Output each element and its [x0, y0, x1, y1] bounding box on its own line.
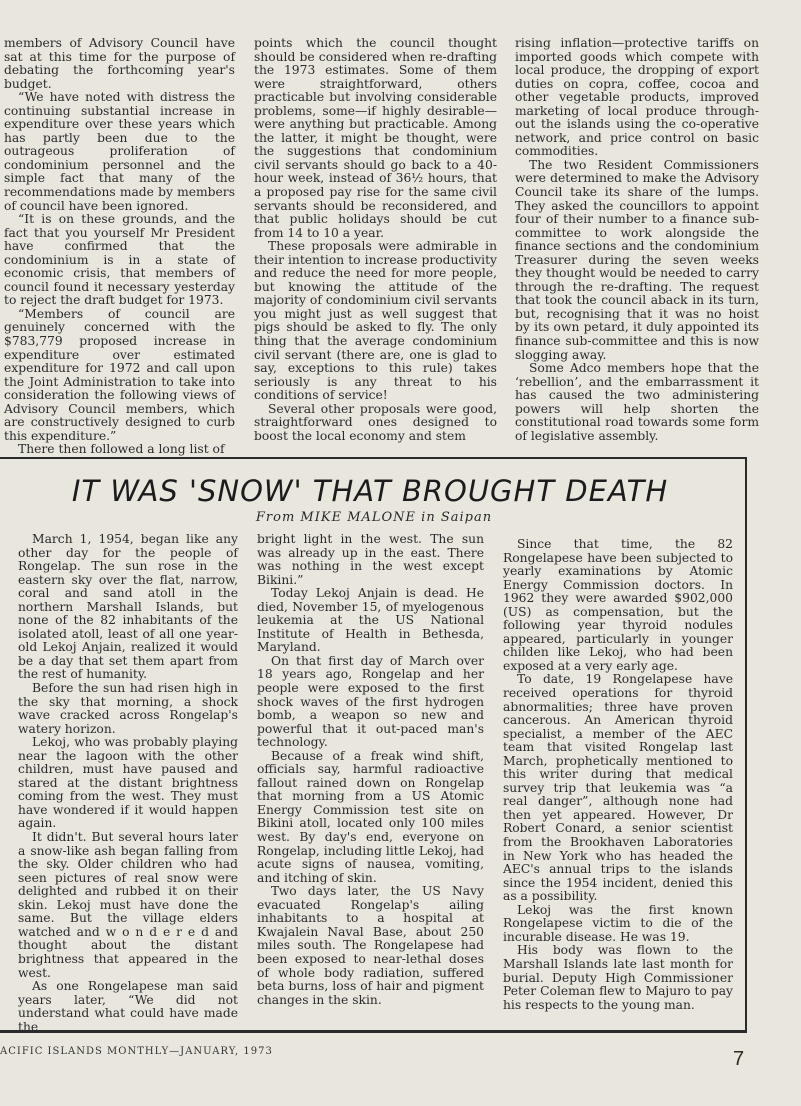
paragraph: rising inflation—protective tariffs on imported goods which compete with local produce, the dropping of export duties on copra, coffee, cocoa and other vegetable products, improved marketing of local produce through-out the islands using the co-operative network, and price control on basic commodities. [515, 36, 759, 159]
page-footer: ACIFIC ISLANDS MONTHLY—JANUARY, 1973 [0, 1046, 273, 1057]
paragraph: Lekoj was the first known Rongelapese victim to die of the incurable disease. He was 19. [503, 902, 733, 944]
paragraph: points which the council thought should be considered when re-drafting the 1973 estimates. Some of them were straightforward, others practicable but involving considerable problems, some—if highly desirable—were anything but practicable. Among the latter, it might be thought, were the suggestions that condominium civil servants should go back to a 40-hour week, instead of 36½ hours, that a proposed pay rise for the same civil servants should be reconsidered, and that public holidays should be cut from 14 to 10 a year. [254, 36, 497, 240]
top-column-3 [515, 37, 759, 443]
paragraph: “Members of council are genuinely concerned with the $783,779 proposed increase in expenditure over estimated expenditure for 1972 and call upon the Joint Administration to take into consideration the following views of Advisory Council members, which are constructively designed to curb this expenditure.” [4, 306, 235, 443]
paragraph: As one Rongelapese man said years later, “We did not understand what could have made the [18, 979, 238, 1034]
article-headline: IT WAS 'SNOW' THAT BROUGHT DEATH [71, 474, 669, 508]
paragraph: Since that time, the 82 Rongelapese have been subjected to yearly examinations by Atomic Energy Commission doctors. In 1962 they were awarded $902,000 (US) as compensation, but the following year thyroid nodules appeared, particularly in younger childen like Lekoj, who had been exposed at a very early age. [503, 537, 733, 673]
page-number: 7 [733, 1048, 745, 1070]
paragraph: bright light in the west. The sun was already up in the east. There was nothing in the west except Bikini.” [257, 532, 484, 587]
paragraph: To date, 19 Rongelapese have received operations for thyroid abnormalities; three have proven cancerous. An American thyroid specialist, a member of the AEC team that visited Rongelap last March, prophetically mentioned to this writer during that medical survey trip that leukemia was “a real danger”, although none had then yet appeared. However, Dr Robert Conard, a senior scientist from the Brookhaven Laboratories in New York who has headed the AEC's annual trips to the islands since the 1954 incident, denied this as a possibility. [503, 672, 733, 904]
paragraph: Some Adco members hope that the ‘rebellion’, and the embarrassment it has caused the two administering powers will help shorten the constitutional road towards some form of legislative assembly. [515, 361, 759, 443]
top-column-2 [254, 37, 497, 443]
paragraph: There then followed a long list of [18, 442, 225, 457]
paragraph: Before the sun had risen high in the sky that morning, a shock wave cracked across Rongelap's watery horizon. [18, 681, 238, 736]
article-byline: From MIKE MALONE in Saipan [255, 510, 493, 525]
paragraph: “We have noted with distress the continuing substantial increase in expenditure over these years which has partly been due to the outrageous proliferation of condominium personnel and the simple fact that many of the recommendations made by members of council have been ignored. [4, 90, 235, 213]
paragraph: Several other proposals were good, straightforward ones designed to boost the local economy and stem [254, 401, 497, 443]
paragraph: It didn't. But several hours later a snow-like ash began falling from the sky. Older children who had seen pictures of real snow were delighted and rubbed it on their skin. Lekoj must have done the same. But the village elders watched and w o n d e r e d and thought about the distant brightness that appeared in the west. [18, 830, 238, 980]
paragraph: His body was flown to the Marshall Islands late last month for burial. Deputy High Commissioner Peter Coleman flew to Majuro to pay his respects to the young man. [503, 943, 733, 1012]
paragraph: On that first day of March over 18 years ago, Rongelap and her people were exposed to the first shock waves of the first hydrogen bomb, a weapon so new and powerful that it out-paced man's technology. [257, 653, 484, 750]
article-right-rule [745, 457, 747, 1032]
paragraph: Today Lekoj Anjain is dead. He died, November 15, of myelogenous leukemia at the US National Institute of Health in Bethesda, Maryland. [257, 586, 484, 655]
paragraph: “It is on these grounds, and the fact that you yourself Mr President have confirmed that the condominium is in a state of economic crisis, that members of council found it necessary yesterday to reject the draft budget for 1973. [4, 212, 235, 308]
article-column-1 [18, 533, 238, 1034]
paragraph: March 1, 1954, began like any other day for the people of Rongelap. The sun rose in the eastern sky over the flat, narrow, coral and sand atoll in the northern Marshall Islands, but none of the 82 inhabitants of the isolated atoll, least of all one year-old Lekoj Anjain, realized it would be a day that set them apart from the rest of humanity. [18, 532, 238, 682]
top-column-1 [4, 37, 235, 457]
paragraph: Two days later, the US Navy evacuated Rongelap's ailing inhabitants to a hospital at Kwajalein Naval Base, about 250 miles south. The Rongelapese had been exposed to near-lethal doses of whole body radiation, suffered beta burns, loss of hair and pigment changes in the skin. [257, 884, 484, 1007]
paragraph: The two Resident Commissioners were determined to make the Advisory Council take its share of the lumps. They asked the councillors to appoint four of their number to a finance sub-committee to work alongside the finance sections and the condominium Treasurer during the seven weeks they thought would be needed to carry through the re-drafting. The request that took the council aback in its turn, but, recognising that it was no hoist by its own petard, it duly appointed its finance sub-committee and this is now slogging away. [515, 157, 759, 362]
article-column-2 [257, 533, 484, 1007]
article-top-rule [0, 457, 747, 459]
article-column-3 [503, 538, 733, 1012]
paragraph: These proposals were admirable in their intention to increase productivity and reduce the need for more people, but knowing the attitude of the majority of condominium civil servants you might just as well suggest that pigs should be asked to fly. The only thing that the average condominium civil servant (there are, one is glad to say, exceptions to this rule) takes seriously is any threat to his conditions of service! [254, 239, 497, 403]
paragraph: members of Advisory Council have sat at this time for the purpose of debating the forthcoming year's budget. [4, 36, 235, 91]
paragraph: Lekoj, who was probably playing near the lagoon with the other children, must have paused and stared at the distant brightness coming from the west. They must have wondered if it would happen again. [18, 735, 238, 831]
paragraph: Because of a freak wind shift, officials say, harmful radioactive fallout rained down on Rongelap that morning from a US Atomic Energy Commission test site on Bikini atoll, located only 100 miles west. By day's end, everyone on Rongelap, including little Lekoj, had acute signs of nausea, vomiting, and itching of skin. [257, 748, 484, 885]
